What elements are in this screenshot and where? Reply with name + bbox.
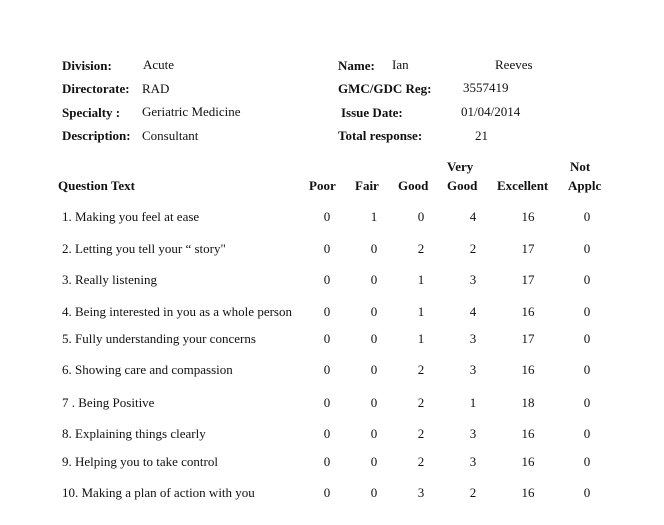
cell-good: 2 xyxy=(417,426,425,441)
cell-good: 1 xyxy=(417,272,425,287)
question-text: 8. Explaining things clearly xyxy=(62,426,206,441)
cell-not-applicable: 0 xyxy=(583,272,591,287)
question-text: 4. Being interested in you as a whole person xyxy=(62,304,292,319)
cell-very-good: 3 xyxy=(469,454,477,469)
cell-excellent: 17 xyxy=(521,272,535,287)
cell-fair: 0 xyxy=(370,241,378,256)
cell-poor: 0 xyxy=(323,426,331,441)
cell-good: 3 xyxy=(417,485,425,500)
cell-poor: 0 xyxy=(323,362,331,377)
cell-good: 2 xyxy=(417,362,425,377)
cell-excellent: 17 xyxy=(521,331,535,346)
cell-good: 2 xyxy=(417,241,425,256)
question-text: 9. Helping you to take control xyxy=(62,454,218,469)
cell-very-good: 3 xyxy=(469,331,477,346)
cell-very-good: 3 xyxy=(469,272,477,287)
cell-fair: 0 xyxy=(370,272,378,287)
name-label: Name: xyxy=(338,58,375,73)
cell-excellent: 16 xyxy=(521,454,535,469)
cell-fair: 0 xyxy=(370,426,378,441)
cell-fair: 1 xyxy=(370,209,378,224)
gmc-label: GMC/GDC Reg: xyxy=(338,81,432,96)
cell-excellent: 18 xyxy=(521,395,535,410)
total-response-label: Total response: xyxy=(338,128,423,143)
cell-very-good: 2 xyxy=(469,241,477,256)
total-response-value: 21 xyxy=(475,128,488,143)
issue-date-value: 01/04/2014 xyxy=(461,104,521,119)
cell-fair: 0 xyxy=(370,304,378,319)
cell-not-applicable: 0 xyxy=(583,454,591,469)
cell-not-applicable: 0 xyxy=(583,241,591,256)
cell-very-good: 2 xyxy=(469,485,477,500)
header-not-applicable-line2: Applc xyxy=(568,178,602,193)
cell-good: 1 xyxy=(417,304,425,319)
cell-poor: 0 xyxy=(323,454,331,469)
cell-not-applicable: 0 xyxy=(583,362,591,377)
cell-fair: 0 xyxy=(370,395,378,410)
cell-fair: 0 xyxy=(370,362,378,377)
cell-not-applicable: 0 xyxy=(583,485,591,500)
question-text: 3. Really listening xyxy=(62,272,157,287)
description-label: Description: xyxy=(62,128,131,143)
header-very-good-line2: Good xyxy=(447,178,478,193)
division-value: Acute xyxy=(143,57,175,72)
header-question-text: Question Text xyxy=(58,178,135,193)
question-text: 5. Fully understanding your concerns xyxy=(62,331,256,346)
directorate-value: RAD xyxy=(142,81,170,96)
header-excellent: Excellent xyxy=(497,178,549,193)
cell-good: 1 xyxy=(417,331,425,346)
specialty-value: Geriatric Medicine xyxy=(142,104,241,119)
issue-date-label: Issue Date: xyxy=(341,105,403,120)
cell-very-good: 1 xyxy=(469,395,477,410)
cell-very-good: 4 xyxy=(469,209,477,224)
question-text: 6. Showing care and compassion xyxy=(62,362,233,377)
cell-good: 0 xyxy=(417,209,425,224)
cell-fair: 0 xyxy=(370,331,378,346)
specialty-label: Specialty : xyxy=(62,105,121,120)
question-text: 1. Making you feel at ease xyxy=(62,209,200,224)
cell-excellent: 16 xyxy=(521,485,535,500)
cell-poor: 0 xyxy=(323,485,331,500)
cell-poor: 0 xyxy=(323,272,331,287)
cell-excellent: 16 xyxy=(521,304,535,319)
cell-very-good: 3 xyxy=(469,362,477,377)
cell-poor: 0 xyxy=(323,241,331,256)
cell-poor: 0 xyxy=(323,331,331,346)
cell-fair: 0 xyxy=(370,485,378,500)
description-value: Consultant xyxy=(142,128,199,143)
header-fair: Fair xyxy=(355,178,379,193)
cell-good: 2 xyxy=(417,395,425,410)
header-not-applicable-line1: Not xyxy=(570,159,591,174)
header-very-good-line1: Very xyxy=(447,159,474,174)
question-text: 10. Making a plan of action with you xyxy=(62,485,255,500)
name-first: Ian xyxy=(392,57,409,72)
header-good: Good xyxy=(398,178,429,193)
directorate-label: Directorate: xyxy=(62,81,130,96)
cell-excellent: 16 xyxy=(521,362,535,377)
cell-fair: 0 xyxy=(370,454,378,469)
division-label: Division: xyxy=(62,58,112,73)
cell-poor: 0 xyxy=(323,395,331,410)
name-last: Reeves xyxy=(495,57,533,72)
question-text: 7 . Being Positive xyxy=(62,395,155,410)
cell-not-applicable: 0 xyxy=(583,209,591,224)
cell-excellent: 17 xyxy=(521,241,535,256)
cell-not-applicable: 0 xyxy=(583,426,591,441)
header-poor: Poor xyxy=(309,178,336,193)
gmc-value: 3557419 xyxy=(463,80,509,95)
cell-not-applicable: 0 xyxy=(583,331,591,346)
cell-not-applicable: 0 xyxy=(583,304,591,319)
cell-excellent: 16 xyxy=(521,426,535,441)
cell-very-good: 3 xyxy=(469,426,477,441)
cell-good: 2 xyxy=(417,454,425,469)
cell-not-applicable: 0 xyxy=(583,395,591,410)
cell-excellent: 16 xyxy=(521,209,535,224)
cell-poor: 0 xyxy=(323,209,331,224)
question-text: 2. Letting you tell your “ story" xyxy=(62,241,226,256)
cell-poor: 0 xyxy=(323,304,331,319)
cell-very-good: 4 xyxy=(469,304,477,319)
